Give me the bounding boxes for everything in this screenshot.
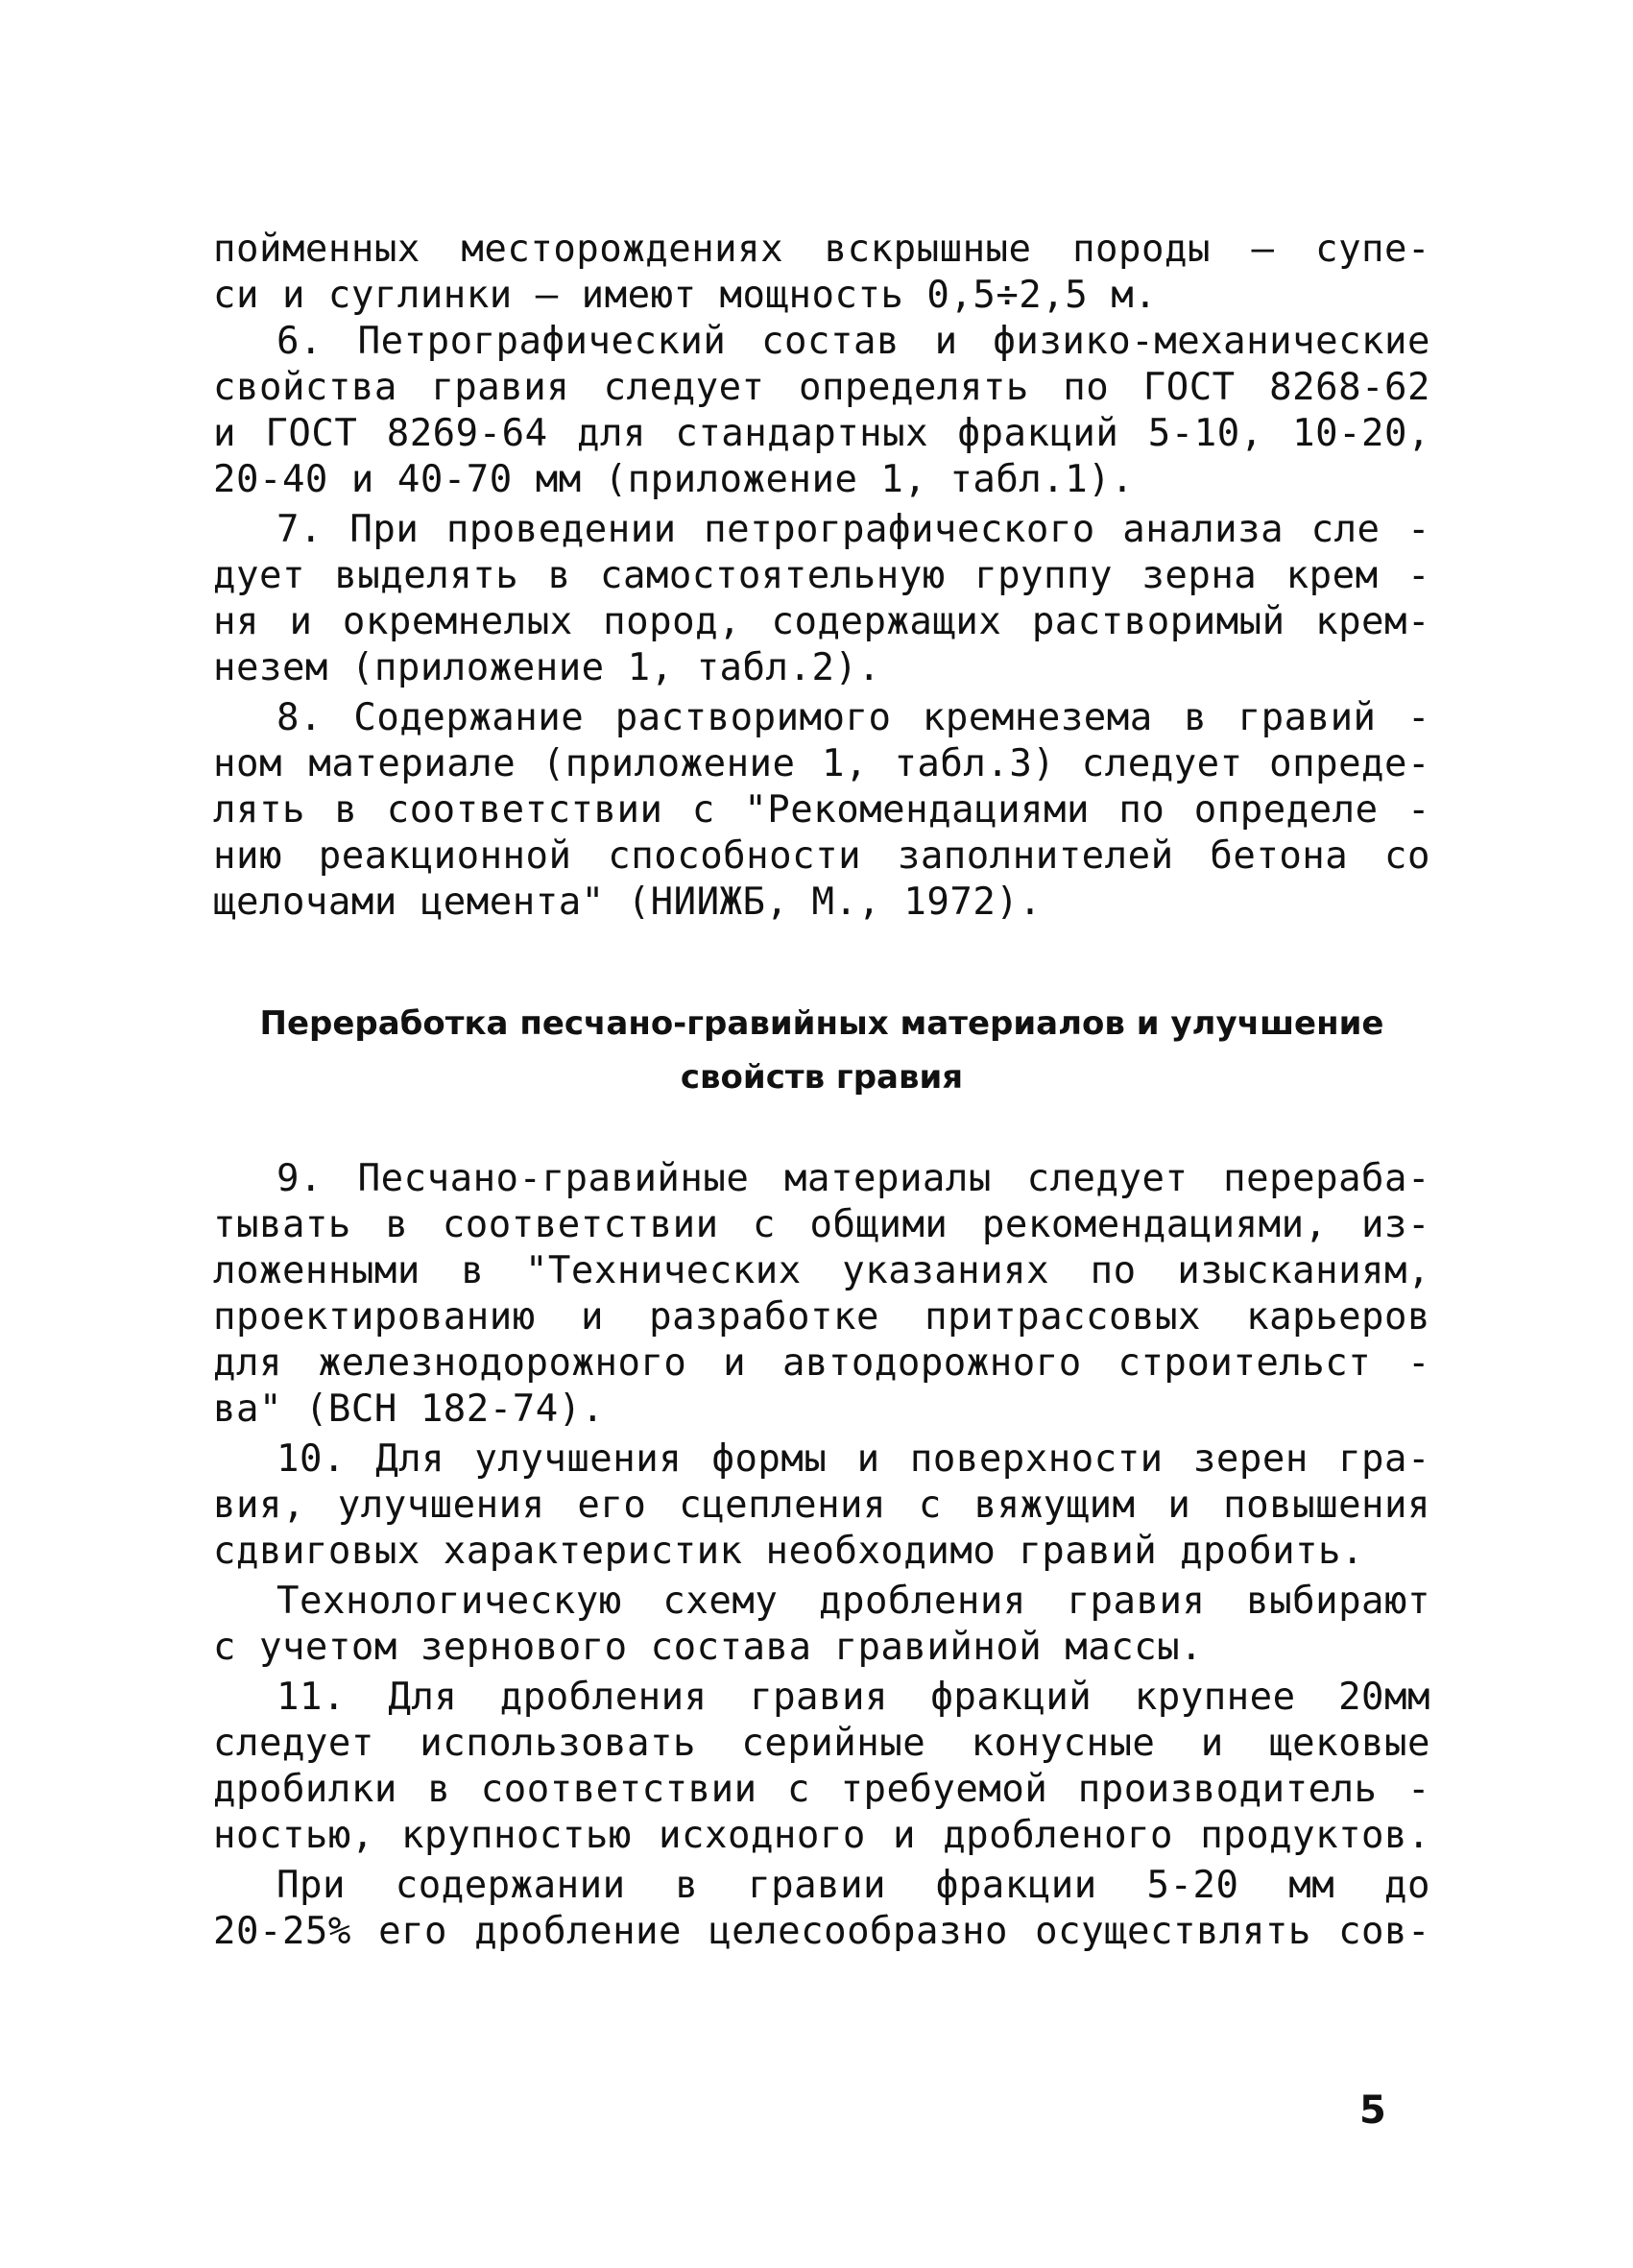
paragraph-9-line: ва" (ВСН 182-74). xyxy=(213,1387,605,1431)
paragraph-6-line: 20-40 и 40-70 мм (приложение 1, табл.1). xyxy=(213,458,1135,501)
paragraph-6-line: свойства гравия следует определять по ГОСТ 8268-62 xyxy=(213,366,1430,409)
paragraph-9-line: тывать в соответствии с общими рекомендациями, из- xyxy=(213,1203,1430,1246)
paragraph-7-line: ня и окремнелых пород, содержащих растворимый крем- xyxy=(213,600,1430,643)
paragraph-8-line: ном материале (приложение 1, табл.3) следует опреде- xyxy=(213,742,1430,785)
paragraph-8-line: лять в соответствии с "Рекомендациями по определе - xyxy=(213,788,1430,832)
paragraph-9-line: проектированию и разработке притрассовых карьеров xyxy=(213,1295,1430,1339)
paragraph-8-line: нию реакционной способности заполнителей бетона со xyxy=(213,834,1430,878)
section-heading-line2: свойств гравия xyxy=(680,1058,964,1097)
paragraph-9-line: для железнодорожного и автодорожного строительст - xyxy=(213,1341,1430,1385)
paragraph-8-line: 8. Содержание растворимого кремнезема в гравий - xyxy=(276,696,1430,739)
paragraph-tech-line: с учетом зернового состава гравийной массы. xyxy=(213,1626,1204,1669)
paragraph-11-line: следует использовать серийные конусные и щековые xyxy=(213,1722,1430,1765)
paragraph-9-line: 9. Песчано-гравийные материалы следует перераба- xyxy=(276,1157,1430,1200)
section-heading-line1: Переработка песчано-гравийных материалов и улучшение xyxy=(259,1004,1384,1043)
paragraph-6-line: и ГОСТ 8269-64 для стандартных фракций 5-10, 10-20, xyxy=(213,412,1430,455)
paragraph-last-line: При содержании в гравии фракции 5-20 мм до xyxy=(276,1864,1430,1907)
paragraph-7-line: дует выделять в самостоятельную группу зерна крем - xyxy=(213,554,1430,597)
paragraph-8-line: щелочами цемента" (НИИЖБ, М., 1972). xyxy=(213,881,1043,924)
paragraph-11-line: ностью, крупностью исходного и дробленого продуктов. xyxy=(213,1814,1430,1857)
paragraph-10-line: 10. Для улучшения формы и поверхности зерен гра- xyxy=(276,1437,1430,1481)
paragraph-10-line: сдвиговых характеристик необходимо гравий дробить. xyxy=(213,1530,1364,1573)
paragraph-6-line: 6. Петрографический состав и физико-механические xyxy=(276,320,1430,363)
text-line: си и суглинки – имеют мощность 0,5÷2,5 м. xyxy=(213,274,1158,317)
paragraph-7-line: 7. При проведении петрографического анализа сле - xyxy=(276,508,1430,551)
paragraph-10-line: вия, улучшения его сцепления с вяжущим и повышения xyxy=(213,1484,1430,1527)
paragraph-9-line: ложенными в "Технических указаниях по изысканиям, xyxy=(213,1249,1430,1292)
paragraph-11-line: дробилки в соответствии с требуемой производитель - xyxy=(213,1768,1430,1811)
paragraph-7-line: незем (приложение 1, табл.2). xyxy=(213,646,881,689)
page-number: 5 xyxy=(1359,2088,1386,2133)
paragraph-11-line: 11. Для дробления гравия фракций крупнее 20мм xyxy=(276,1676,1430,1719)
paragraph-tech-line: Технологическую схему дробления гравия выбирают xyxy=(276,1580,1430,1623)
text-line: пойменных месторождениях вскрышные породы – супе- xyxy=(213,228,1430,271)
paragraph-last-line: 20-25% его дробление целесообразно осуществлять сов- xyxy=(213,1910,1430,1953)
